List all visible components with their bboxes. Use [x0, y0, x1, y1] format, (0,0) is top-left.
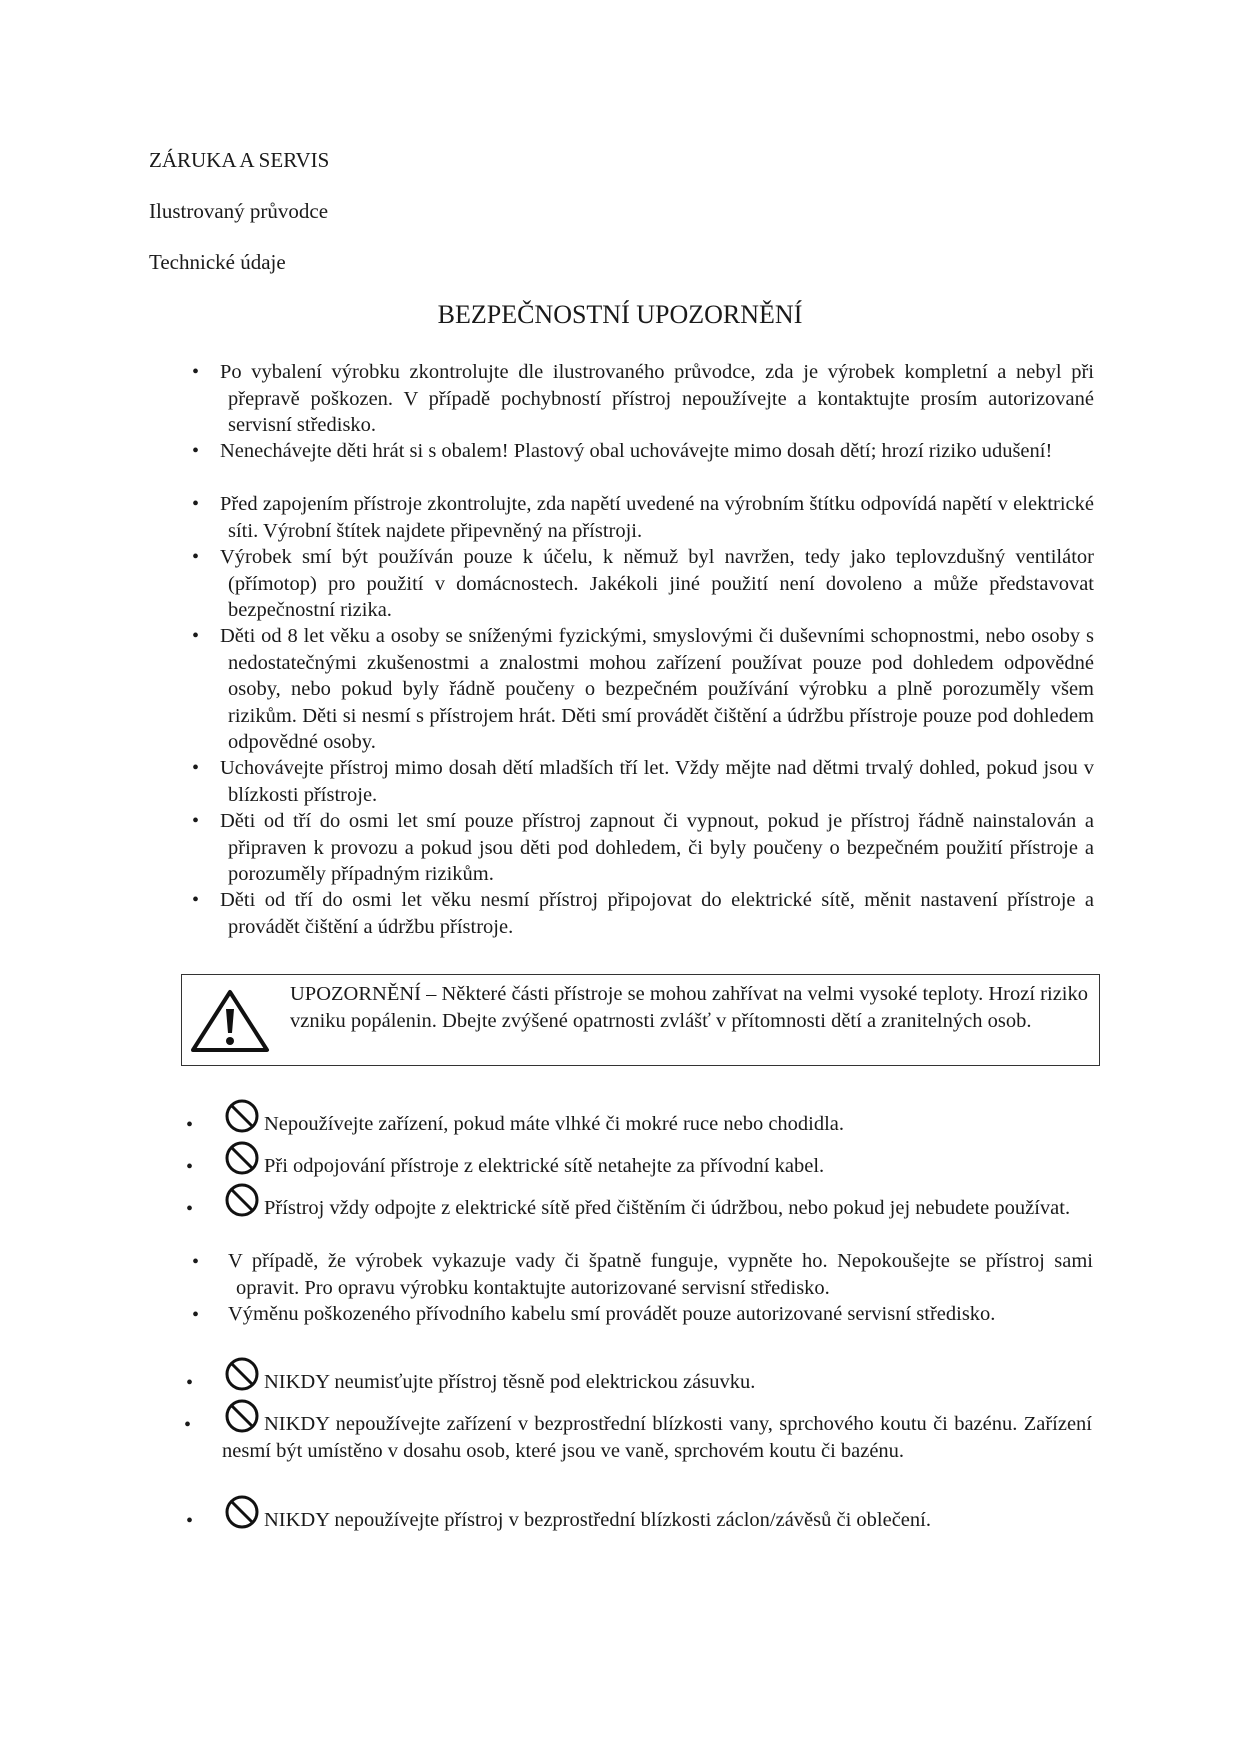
bullet: •	[192, 889, 200, 911]
warning-text: UPOZORNĚNÍ – Některé části přístroje se mohou zahřívat na velmi vysoké teploty. Hrozí riziko vzniku popálenin. Dbejte zvýšené opatrnosti zvlášť v přítomnosti dětí a zranitelných osob.	[290, 983, 1088, 1032]
bullet: •	[186, 1198, 194, 1220]
bullet: •	[186, 1156, 194, 1178]
bullet: •	[186, 1114, 194, 1136]
warning-triangle-icon	[190, 989, 270, 1053]
list-item: • Před zapojením přístroje zkontrolujte, zda napětí uvedené na výrobním štítku odpovídá napětí v elektrické síti. Výrobní štítek najdete připevněný na přístroji.	[192, 493, 1094, 542]
list-item: • Výrobek smí být používán pouze k účelu, k němuž byl navržen, tedy jako teplovzdušný ventilátor (přímotop) pro použití v domácnostech. Jakékoli jiné použití není dovoleno a může představovat bezpečnostní rizika.	[192, 546, 1094, 621]
bullet: •	[192, 361, 200, 383]
bullet: •	[192, 810, 200, 832]
list-item-text: NIKDY nepoužívejte zařízení v bezprostřední blízkosti vany, sprchového koutu či bazénu. Zařízení nesmí být umístěno v dosahu osob, které jsou ve vaně, sprchovém koutu či bazénu.	[222, 1413, 1092, 1462]
list-item-text: Přístroj vždy odpojte z elektrické sítě před čištěním či údržbou, nebo pokud jej nebudete používat.	[264, 1197, 1071, 1219]
bullet: •	[186, 1510, 194, 1532]
bullet: •	[192, 440, 200, 462]
bullet: •	[186, 1372, 194, 1394]
bullet: •	[192, 757, 200, 779]
list-item-text: V případě, že výrobek vykazuje vady či špatně funguje, vypněte ho. Nepokoušejte se přístroj sami opravit. Pro opravu výrobku kontaktujte autorizované servisní středisko.	[228, 1250, 1093, 1299]
page-title: BEZPEČNOSTNÍ UPOZORNĚNÍ	[437, 300, 803, 329]
bullet: •	[192, 493, 200, 515]
toc-warranty: ZÁRUKA A SERVIS	[149, 148, 330, 172]
list-item-text: Při odpojování přístroje z elektrické sítě netahejte za přívodní kabel.	[264, 1155, 825, 1177]
list-item: • Nenechávejte děti hrát si s obalem! Plastový obal uchovávejte mimo dosah dětí; hrozí riziko udušení!	[0, 438, 1240, 490]
bullet: •	[192, 1304, 200, 1326]
toc-tech: Technické údaje	[149, 250, 286, 274]
bullet: •	[192, 546, 200, 568]
bullet: •	[192, 625, 200, 647]
warning-box	[181, 974, 1100, 1066]
toc-guide: Ilustrovaný průvodce	[149, 199, 329, 223]
bullet: •	[184, 1414, 192, 1436]
list-item: • Děti od 8 let věku a osoby se sníženými fyzickými, smyslovými či duševními schopnostmi, nebo osoby s nedostatečnými zkušenostmi a znalostmi mohou zařízení používat pouze pod dohledem odpovědné osoby, nebo pokud byly řádně poučeny o bezpečném používání výrobku a plně porozuměly všem rizikům. Děti si nesmí s přístrojem hrát. Děti smí provádět čištění a údržbu přístroje pouze pod dohledem odpovědné osoby.	[192, 625, 1094, 753]
list-item: • Děti od tří do osmi let smí pouze přístroj zapnout či vypnout, pokud je přístroj řádně nainstalován a připraven k provozu a pokud jsou děti pod dohledem, či byly poučeny o bezpečném použití přístroje a porozuměly případným rizikům.	[192, 810, 1094, 885]
list-item: • Po vybalení výrobku zkontrolujte dle ilustrovaného průvodce, zda je výrobek kompletní a nebyl při přepravě poškozen. V případě pochybností přístroj nepoužívejte a kontaktujte prosím autorizované servisní středisko.	[192, 361, 1094, 436]
list-item-text: NIKDY neumisťujte přístroj těsně pod elektrickou zásuvku.	[264, 1371, 756, 1393]
list-item: • Děti od tří do osmi let věku nesmí přístroj připojovat do elektrické sítě, měnit nastavení přístroje a provádět čištění a údržbu přístroje.	[192, 889, 1094, 938]
list-item-text: NIKDY nepoužívejte přístroj v bezprostřední blízkosti záclon/závěsů či oblečení.	[264, 1509, 931, 1531]
safety-list	[0, 359, 1240, 939]
list-item-text: Nepoužívejte zařízení, pokud máte vlhké či mokré ruce nebo chodidla.	[264, 1113, 845, 1135]
bullet: •	[192, 1251, 200, 1273]
list-item: • Uchovávejte přístroj mimo dosah dětí mladších tří let. Vždy mějte nad dětmi trvalý dohled, pokud jsou v blízkosti přístroje.	[192, 757, 1094, 806]
list-item-text: Výměnu poškozeného přívodního kabelu smí provádět pouze autorizované servisní středisko.	[228, 1303, 996, 1325]
